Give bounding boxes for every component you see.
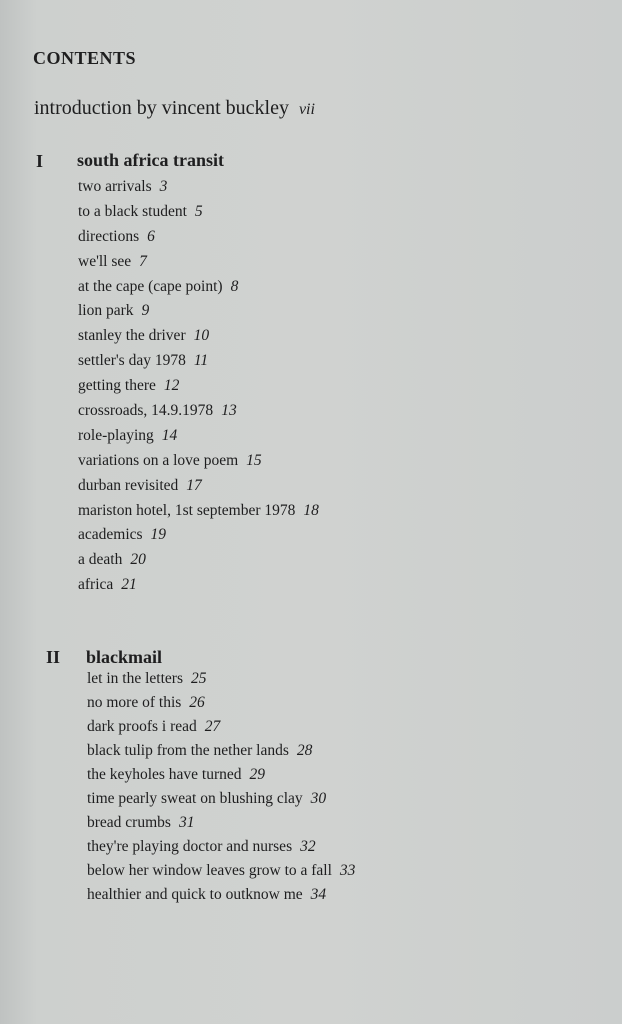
- entry-title: to a black student: [78, 202, 187, 220]
- entry-title: lion park: [78, 302, 134, 320]
- entry-page-number: 13: [221, 402, 237, 420]
- entry-page-number: 21: [121, 576, 137, 594]
- toc-entry: [78, 225, 319, 250]
- toc-entry: [78, 573, 319, 598]
- toc-entry: [78, 449, 319, 474]
- entry-page-number: 30: [310, 790, 327, 807]
- entry-page-number: 31: [178, 814, 195, 831]
- entry-page-number: 26: [189, 694, 205, 711]
- entry-title: no more of this: [87, 694, 182, 711]
- entry-page-number: vii: [298, 101, 315, 118]
- toc-entry: [78, 299, 319, 324]
- entry-title: crossroads, 14.9.1978: [78, 402, 214, 420]
- toc-entry: [78, 523, 319, 548]
- section-numeral: II: [46, 647, 61, 667]
- entry-title: we'll see: [78, 252, 132, 270]
- entry-page-number: 8: [230, 277, 239, 295]
- entry-title: academics: [78, 526, 143, 544]
- toc-entry: [87, 835, 355, 859]
- toc-entry: [87, 691, 355, 715]
- entry-title: black tulip from the nether lands: [87, 742, 289, 759]
- toc-entry: [87, 739, 355, 763]
- entry-title: africa: [78, 576, 114, 594]
- entry-title: two arrivals: [78, 178, 152, 195]
- entry-title: at the cape (cape point): [78, 277, 223, 295]
- entry-page-number: 15: [246, 451, 262, 469]
- section-entries: [87, 667, 355, 907]
- entry-page-number: 20: [130, 551, 146, 569]
- introduction-entry: [34, 97, 315, 120]
- toc-entry: [78, 324, 319, 349]
- toc-entry: [78, 474, 319, 499]
- toc-entry: [87, 763, 355, 787]
- entry-page-number: 28: [296, 742, 313, 759]
- entry-title: they're playing doctor and nurses: [87, 838, 293, 855]
- toc-entry: [87, 811, 355, 835]
- section-title: blackmail: [86, 647, 163, 667]
- entry-title: settler's day 1978: [78, 352, 186, 370]
- entry-title: directions: [78, 227, 140, 245]
- entry-page-number: 17: [186, 476, 202, 494]
- entry-page-number: 29: [249, 766, 266, 783]
- toc-entry: [78, 548, 319, 573]
- entry-page-number: 9: [141, 302, 150, 320]
- entry-page-number: 34: [310, 886, 327, 903]
- entry-page-number: 33: [339, 862, 356, 879]
- entry-title: the keyholes have turned: [87, 766, 242, 783]
- entry-title: durban revisited: [78, 476, 179, 494]
- entry-page-number: 25: [190, 670, 207, 687]
- entry-title: mariston hotel, 1st september 1978: [78, 501, 296, 519]
- section-numeral: I: [36, 151, 44, 171]
- contents-heading: CONTENTS: [33, 48, 137, 68]
- entry-title: a death: [78, 551, 123, 569]
- toc-entry: [87, 787, 355, 811]
- entry-title: role-playing: [78, 426, 154, 444]
- toc-entry: [87, 667, 355, 691]
- entry-page-number: 27: [204, 718, 221, 735]
- toc-entry: [87, 859, 355, 883]
- entry-page-number: 12: [163, 377, 180, 395]
- entry-title: getting there: [78, 377, 156, 395]
- entry-title: stanley the driver: [78, 327, 186, 345]
- entry-title: dark proofs i read: [87, 718, 197, 735]
- toc-entry: [87, 715, 355, 739]
- entry-title: below her window leaves grow to a fall: [87, 862, 332, 879]
- entry-title: time pearly sweat on blushing clay: [87, 790, 303, 807]
- section-entries: [78, 175, 319, 598]
- entry-page-number: 14: [161, 426, 178, 444]
- toc-entry: [78, 399, 319, 424]
- toc-entry: [78, 499, 319, 524]
- toc-entry: [78, 374, 319, 399]
- section-title: south africa transit: [77, 150, 224, 170]
- entry-page-number: 19: [150, 526, 167, 544]
- toc-entry: [87, 883, 355, 907]
- entry-title: variations on a love poem: [78, 451, 239, 469]
- entry-page-number: 32: [300, 838, 316, 855]
- toc-entry: [78, 175, 319, 200]
- toc-entry: [78, 349, 319, 374]
- entry-page-number: 11: [193, 352, 209, 370]
- entry-title: healthier and quick to outknow me: [87, 886, 303, 903]
- entry-page-number: 7: [139, 252, 147, 270]
- entry-page-number: 3: [159, 178, 168, 195]
- entry-page-number: 5: [194, 202, 203, 220]
- entry-title: let in the letters: [87, 670, 183, 687]
- toc-entry: [78, 200, 319, 225]
- entry-title: introduction by vincent buckley: [34, 97, 289, 119]
- entry-page-number: 18: [303, 501, 319, 519]
- entry-page-number: 6: [147, 227, 155, 245]
- toc-entry: [78, 275, 319, 300]
- toc-entry: [78, 424, 319, 449]
- entry-title: bread crumbs: [87, 814, 171, 831]
- toc-entry: [78, 250, 319, 275]
- entry-page-number: 10: [193, 327, 210, 345]
